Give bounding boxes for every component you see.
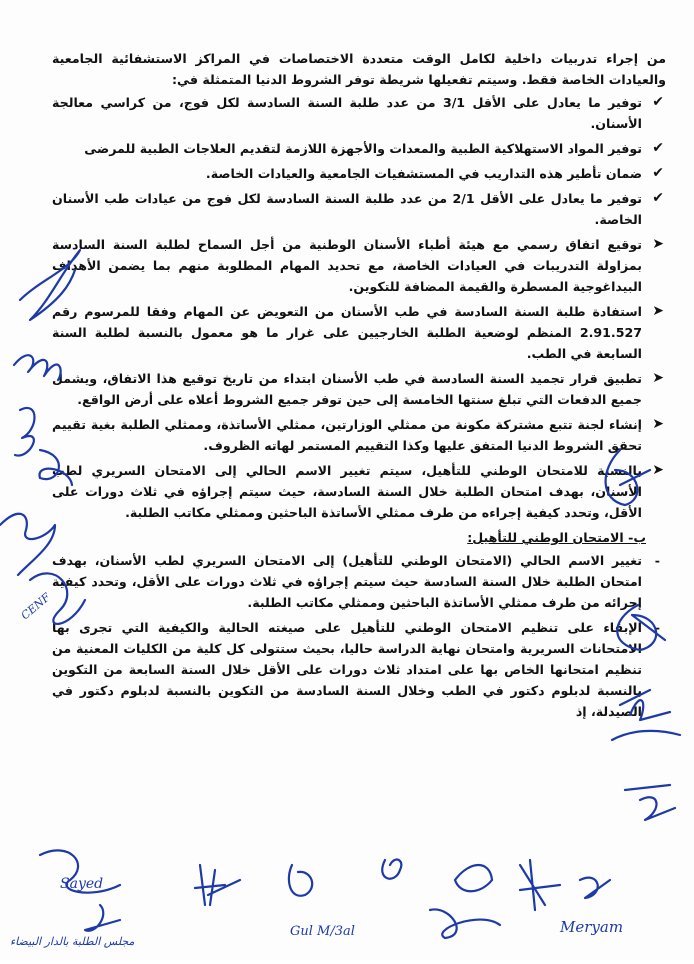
arrow-bullet-icon: ➤ <box>652 416 664 432</box>
list-item-text: بالنسبة للامتحان الوطني للتأهيل، سيتم تغيير الاسم الحالي إلى الامتحان السريري لطب الأسنان، بهدف امتحان الطلبة خلال السنة السادسة، حيث سيتم إجراؤه في ثلاث دورات على الأقل، وتحدد كيفية إجراءه من طرف ممثلي الأساتذة الباحثين وممثلي مكاتب الطلبة. <box>52 463 642 520</box>
conditions-list <box>52 92 666 523</box>
list-item-text: تطبيق قرار تجميد السنة السادسة في طب الأسنان ابتداء من تاريخ توقيع هذا الاتفاق، ويشمل جميع الدفعات التي تبلغ سنتها الخامسة إلى حين توفر جميع الشروط أعلاه على أرض الواقع. <box>52 371 642 407</box>
signature-text: Gul M/3al <box>290 924 355 939</box>
signature-scribble <box>455 860 560 910</box>
list-item <box>52 617 666 722</box>
list-item-text: توفير ما يعادل على الأقل 2/1 من عدد طلبة السنة السادسة لكل فوج من عيادات طب الأسنان الخاصة. <box>52 191 642 227</box>
signature-scribble <box>580 878 610 898</box>
list-item <box>52 414 666 456</box>
checkmark-icon: ✔ <box>652 190 664 206</box>
signature-text: CENF <box>18 590 53 623</box>
dash-bullet-icon: - <box>654 620 660 635</box>
list-item <box>52 550 666 613</box>
dash-bullet-icon: - <box>654 553 660 568</box>
list-item-text: إنشاء لجنة تتبع مشتركة مكونة من ممثلي الوزارتين، ممثلي الأساتذة، وممثلي الطلبة بغية تقييم تحقق الشروط الدنيا المتفق عليها وكذا التقييم المستمر لهاته الظروف. <box>52 417 642 453</box>
list-item-text: توقيع اتفاق رسمي مع هيئة أطباء الأسنان الوطنية من أجل السماح لطلبة السنة السادسة بمزاولة التدريبات في العيادات الخاصة، مع تحديد المهام المطلوبة منهم بما يضمن الأهداف البيداغوجية المسطرة والقيمة المضافة للتكوين. <box>52 237 642 294</box>
list-item-text: ضمان تأطير هذه التداريب في المستشفيات الجامعية والعيادات الخاصة. <box>205 166 642 181</box>
checkmark-icon: ✔ <box>652 165 664 181</box>
list-item-text: الإبقاء على تنظيم الامتحان الوطني للتأهيل على صيغته الحالية والكيفية التي تجرى بها الامتحانات السريرية وامتحان نهاية الدراسة حاليا، بحيث ستتولى كل كلية من الكليات المعنية من تنظيم امتحانها الخاص بها على امتداد ثلاث دورات على الأقل خلال السنة السابعة من التكوين بالنسبة لدبلوم دكتور في الطب وخلال السنة السادسة من التكوين بالنسبة لدبلوم دكتور في الصيدلة، إذ <box>52 620 642 719</box>
exam-list <box>52 550 666 722</box>
list-item <box>52 234 666 297</box>
arrow-bullet-icon: ➤ <box>652 462 664 478</box>
signature-scribble <box>289 865 312 896</box>
signature-scribble <box>625 785 675 820</box>
arrow-bullet-icon: ➤ <box>652 236 664 252</box>
list-item <box>52 368 666 410</box>
document-body <box>52 48 666 726</box>
signature-scribble <box>0 514 55 575</box>
list-item-text: توفير ما يعادل على الأقل 3/1 من عدد طلبة السنة السادسة لكل فوج، من كراسي معالجة الأسنان. <box>52 95 643 131</box>
signature-scribble <box>85 905 120 931</box>
signature-text: Meryam <box>560 918 624 936</box>
arrow-bullet-icon: ➤ <box>652 370 664 386</box>
list-item-text: توفير المواد الاستهلاكية الطبية والمعدات والأجهزة اللازمة لتقديم العلاجات الطبية للمرضى <box>84 141 642 156</box>
signature-text: مجلس الطلبة بالدار البيضاء <box>10 935 135 948</box>
signature-scribble <box>430 909 500 938</box>
list-item <box>52 301 666 364</box>
list-item-text: استفادة طلبة السنة السادسة في طب الأسنان من التعويض عن المهام وفقا للمرسوم رقم 2.91.527 المنظم لوضعية الطلبة الخارجيين على غرار ما هو معمول بالنسبة لطلبة السنة السابعة في الطب. <box>52 304 642 361</box>
list-item <box>52 460 666 523</box>
list-item <box>52 163 666 184</box>
signature-scribble <box>382 860 401 879</box>
signature-scribble <box>40 850 120 892</box>
checkmark-icon: ✔ <box>652 94 664 110</box>
signature-scribble <box>195 865 240 905</box>
list-item-text: تغيير الاسم الحالي (الامتحان الوطني للتأهيل) إلى الامتحان السريري لطب الأسنان، بهدف امتحان الطلبة خلال السنة السادسة حيث سيتم إجراؤه في ثلاث دورات على الأقل، وتحدد كيفية إجرائه من طرف ممثلي الأساتذة الباحثين وممثلي مكاتب الطلبة. <box>52 553 642 610</box>
signature-scribble <box>15 408 35 456</box>
list-item <box>52 92 666 134</box>
signature-text: Sayed <box>60 876 104 892</box>
list-item <box>52 188 666 230</box>
list-item <box>52 138 666 159</box>
arrow-bullet-icon: ➤ <box>652 303 664 319</box>
section-heading: ب- الامتحان الوطني للتأهيل: <box>467 530 646 545</box>
checkmark-icon: ✔ <box>652 140 664 156</box>
intro-paragraph: من إجراء تدربيات داخلية لكامل الوقت متعددة الاختصاصات في المراكز الاستشفائية الجامعية والعيادات الخاصة فقط. وسيتم تفعيلها شريطة توفر الشروط الدنيا المتمثلة في: <box>52 51 666 87</box>
